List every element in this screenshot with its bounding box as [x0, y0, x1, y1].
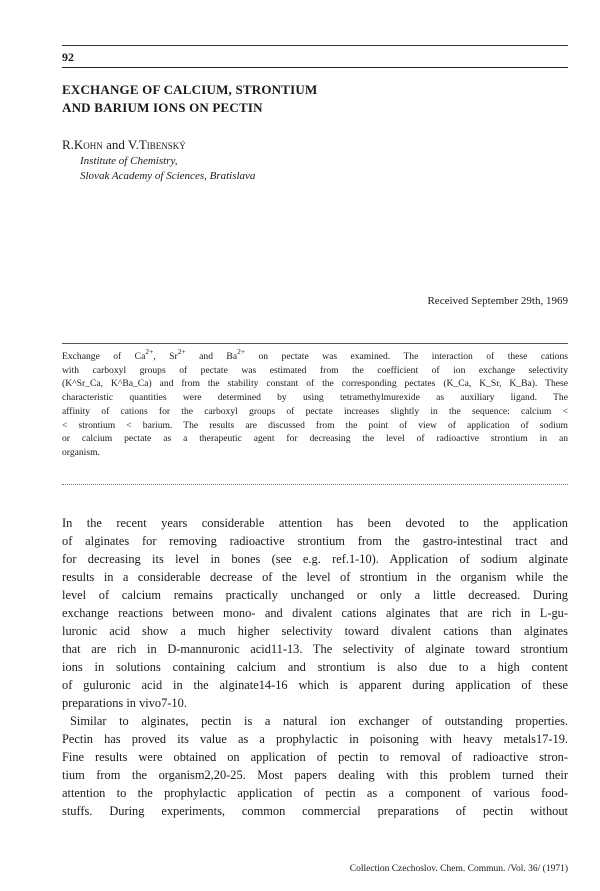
body-line: of guluronic acid in the alginate14-16 which is apparent during application of these: [62, 678, 568, 692]
body-line: tium from the organism2,20-25. Most papers dealing with this problem turned their: [62, 768, 568, 782]
body-line: ions in solutions containing calcium and strontium is also due to a high content: [62, 660, 568, 674]
article-title: [62, 81, 542, 117]
abstract: [62, 347, 569, 460]
authors: R.Kohn and V.Tibenský: [62, 137, 186, 152]
author-name: Tibenský: [138, 137, 186, 152]
body-line: attention to the prophylactic application of pectin as a component of various food-: [62, 786, 568, 800]
affiliation: [80, 154, 255, 184]
journal-citation: Collection Czechoslov. Chem. Commun. /Vol. 36/ (1971): [349, 864, 568, 874]
abstract-line: or calcium pectate as a therapeutic agent for decreasing the level of radioactive strontium in an: [62, 433, 568, 445]
body-line: exchange reactions between mono- and divalent cations alginates that are rich in L-gu-: [62, 606, 568, 620]
abstract-line: affinity of cations for the carboxyl groups of pectate increases slightly in the sequence: calcium <: [62, 405, 568, 417]
body-line: results in a considerable decrease of the level of strontium in the organism while the: [62, 570, 568, 584]
body-text: [62, 514, 568, 820]
abstract-bottom-rule: [62, 484, 568, 485]
abstract-top-rule: [62, 343, 568, 344]
abstract-line: organism.: [62, 446, 100, 458]
body-line: that are rich in D-mannuronic acid11-13. The selectivity of alginate toward strontium: [62, 642, 568, 656]
received-date: Received September 29th, 1969: [427, 295, 568, 307]
title-line: AND BARIUM IONS ON PECTIN: [62, 100, 263, 115]
body-line: preparations in vivo7-10.: [62, 696, 187, 710]
body-line: for decreasing its level in bones (see e.g. ref.1-10). Application of sodium alginate: [62, 552, 568, 566]
abstract-line: Exchange of $Ca^{2+}$, $Sr^{2+}$ and $Ba^{2+}$ on pectate was examined. The interaction of these cations: [62, 347, 569, 362]
abstract-line: (K^Sr_Ca, K^Ba_Ca) and from the stability constant of the corresponding pectates (K_Ca, K_Sr, K_Ba). These: [62, 378, 568, 390]
body-line: luronic acid show a much higher selectivity toward divalent cations than alginates: [62, 624, 568, 638]
body-line: level of calcium remains practically unchanged or only a little decreased. During: [62, 588, 568, 602]
top-rule: [62, 45, 568, 46]
abstract-line: characteristic quantities were determined by using tetramethylmurexide as auxiliary ligand. The: [62, 392, 568, 404]
body-line: In the recent years considerable attention has been devoted to the application: [62, 516, 568, 530]
affiliation-line: Institute of Chemistry,: [80, 155, 178, 167]
body-line: Pectin has proved its value as a prophylactic in poisoning with heavy metals17-19.: [62, 732, 568, 746]
header-rule: [62, 67, 568, 68]
body-line: Fine results were obtained on application of pectin to removal of radioactive stron-: [62, 750, 568, 764]
body-line: of alginates for removing radioactive strontium from the gastro-intestinal tract and: [62, 534, 568, 548]
page-number: 92: [62, 50, 74, 64]
abstract-line: with carboxyl groups of pectate was estimated from the coefficient of ion exchange selectivity: [62, 364, 568, 376]
title-line: EXCHANGE OF CALCIUM, STRONTIUM: [62, 82, 318, 97]
body-line: Similar to alginates, pectin is a natural ion exchanger of outstanding properties.: [70, 714, 568, 728]
author-name: Kohn: [73, 137, 103, 152]
body-line: stuffs. During experiments, common commercial preparations of pectin without: [62, 804, 568, 818]
abstract-line: < strontium < barium. The results are discussed from the point of view of application of sodium: [62, 419, 568, 431]
affiliation-line: Slovak Academy of Sciences, Bratislava: [80, 170, 256, 182]
